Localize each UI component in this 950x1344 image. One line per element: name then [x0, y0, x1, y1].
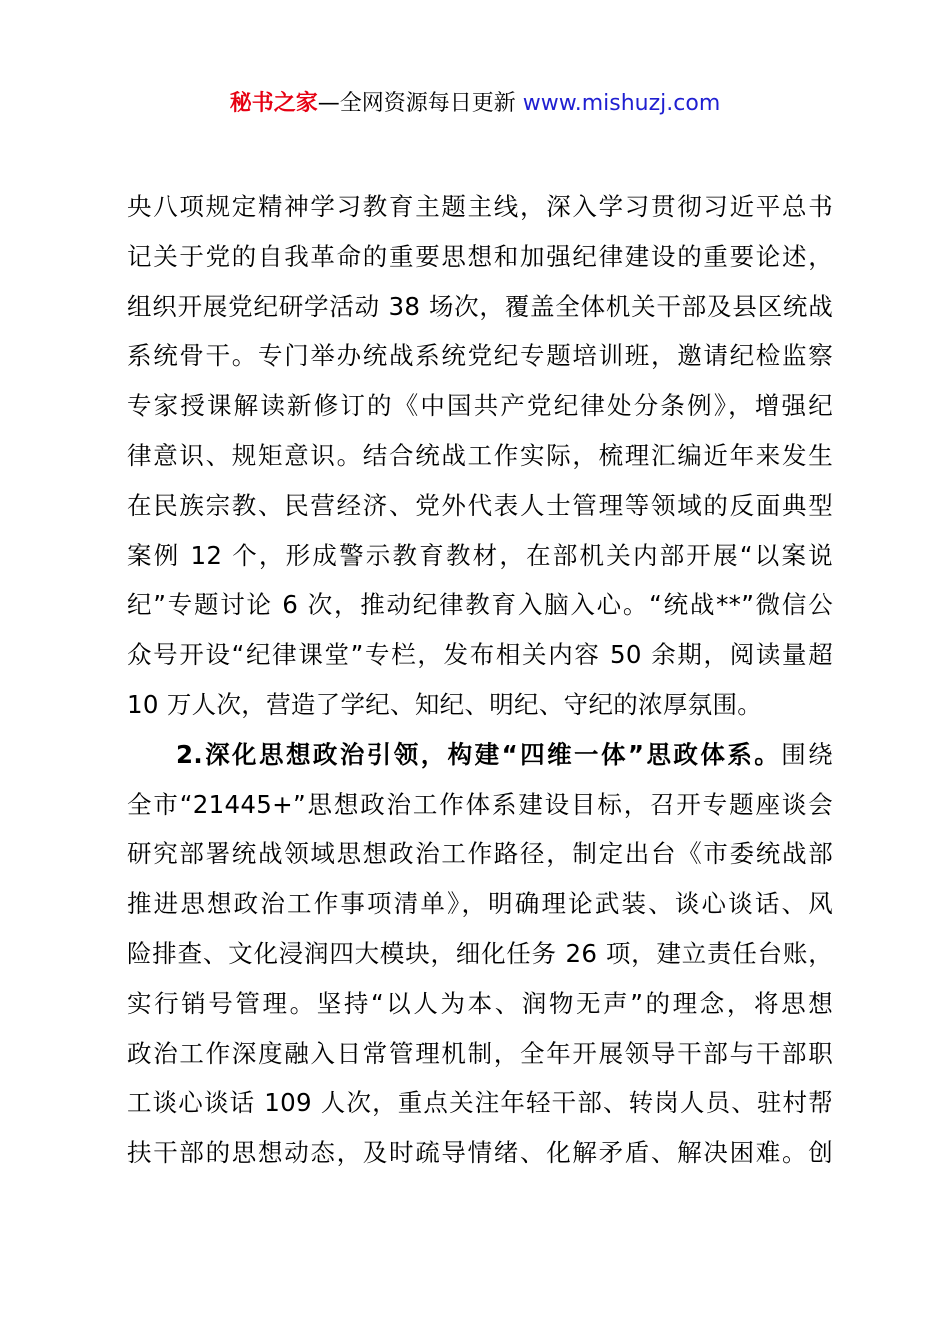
paragraph-2	[127, 730, 833, 1178]
text-line: 实行销号管理。坚持“以人为本、润物无声”的理念，将思想	[127, 988, 833, 1018]
text-line: 推进思想政治工作事项清单》，明确理论武装、谈心谈话、风	[127, 889, 833, 919]
header-tagline: —全网资源每日更新	[317, 91, 516, 116]
text-line: 专家授课解读新修订的《中国共产党纪律处分条例》，增强纪	[127, 391, 833, 421]
text-line: 央八项规定精神学习教育主题主线，深入学习贯彻习近平总书	[127, 192, 833, 221]
text-line: 在民族宗教、民营经济、党外代表人士管理等领域的反面典型	[127, 490, 833, 520]
paragraph-1	[127, 182, 833, 730]
text-fragment: 围绕	[781, 739, 833, 769]
text-line: 记关于党的自我革命的重要思想和加强纪律建设的重要论述，	[127, 241, 833, 271]
text-line: 组织开展党纪研学活动 38 场次，覆盖全体机关干部及县区统战	[127, 291, 833, 321]
text-line: 研究部署统战领域思想政治工作路径，制定出台《市委统战部	[127, 839, 833, 869]
page-header	[0, 86, 950, 122]
text-line: 案例 12 个，形成警示教育教材，在部机关内部开展“以案说	[127, 540, 833, 570]
text-line: 众号开设“纪律课堂”专栏，发布相关内容 50 余期，阅读量超	[127, 640, 833, 670]
text-line: 10 万人次，营造了学纪、知纪、明纪、守纪的浓厚氛围。	[127, 689, 763, 719]
document-body	[127, 182, 833, 1178]
text-line: 全市“21445+”思想政治工作体系建设目标，召开专题座谈会	[127, 789, 833, 819]
site-url-link[interactable]: www.mishuzj.com	[522, 91, 721, 116]
brand-name: 秘书之家	[229, 91, 318, 116]
text-line: 系统骨干。专门举办统战系统党纪专题培训班，邀请纪检监察	[127, 341, 833, 371]
text-line: 律意识、规矩意识。结合统战工作实际，梳理汇编近年来发生	[127, 440, 833, 470]
text-line: 政治工作深度融入日常管理机制，全年开展领导干部与干部职	[127, 1038, 833, 1068]
text-line: 纪”专题讨论 6 次，推动纪律教育入脑入心。“统战**”微信公	[127, 590, 833, 620]
text-line: 险排查、文化浸润四大模块，细化任务 26 项，建立责任台账，	[127, 938, 833, 968]
paragraph-heading-line	[127, 730, 833, 780]
section-heading: 2.深化思想政治引领，构建“四维一体”思政体系。	[176, 739, 782, 769]
text-line: 工谈心谈话 109 人次，重点关注年轻干部、转岗人员、驻村帮	[127, 1088, 833, 1118]
text-line: 扶干部的思想动态，及时疏导情绪、化解矛盾、解决困难。创	[127, 1138, 833, 1168]
